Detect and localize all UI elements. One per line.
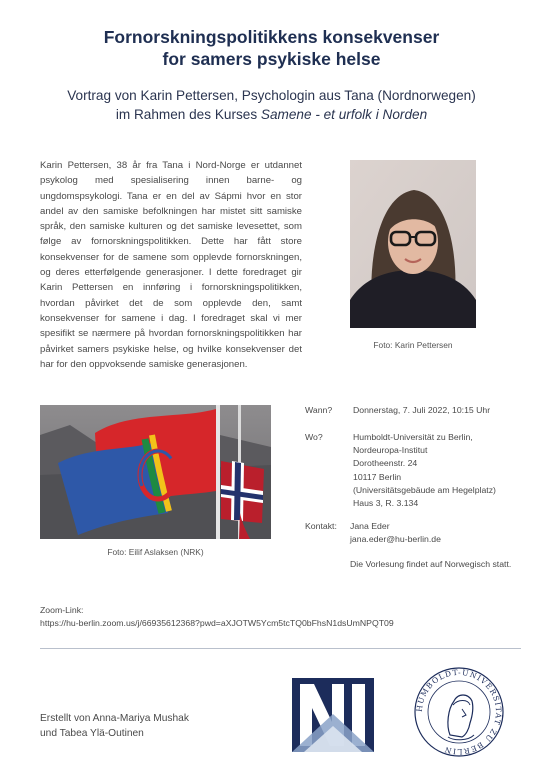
address-line: Humboldt-Universität zu Berlin, <box>353 432 473 442</box>
zoom-label: Zoom-Link: <box>40 605 84 615</box>
flag-photo <box>40 405 271 539</box>
address-line: Nordeuropa-Institut <box>353 445 428 456</box>
subtitle-line-1: Vortrag von Karin Pettersen, Psychologin aus Tana (Nordnorwegen) <box>67 88 476 103</box>
portrait-caption: Foto: Karin Pettersen <box>373 340 453 350</box>
page-title <box>0 26 543 70</box>
address-line: 10117 Berlin <box>353 471 402 482</box>
language-note: Die Vorlesung findet auf Norwegisch statt. <box>350 559 512 569</box>
contact-name: Jana Eder <box>350 521 390 531</box>
contact-details <box>350 520 441 546</box>
when-value: Donnerstag, 7. Juli 2022, 10:15 Uhr <box>353 405 491 415</box>
contact-label: Kontakt: <box>305 521 337 531</box>
subtitle-line-2 <box>0 105 543 124</box>
when-label: Wann? <box>305 405 333 415</box>
humboldt-university-seal <box>412 665 506 759</box>
contact-email-link[interactable]: jana.eder@hu-berlin.de <box>350 534 441 545</box>
seal-text: HUMBOLDT-UNIVERSITÄT ZU BERLIN <box>414 667 504 757</box>
portrait-photo <box>350 160 476 328</box>
title-line-2: for samers psykiske helse <box>162 49 381 69</box>
credit-line-1: Erstellt von Anna-Mariya Mushak <box>40 713 189 724</box>
where-label: Wo? <box>305 432 323 442</box>
course-name: Samene - et urfolk i Norden <box>260 107 428 122</box>
intro-paragraph: Karin Pettersen, 38 år fra Tana i Nord-Norge er utdannet psykolog med spesialisering innen barne- og ungdomspsykologi. Tana er en del av Sápmi hvor en stor andel av den samiske befolkningen har mistet sitt samiske språk, den samiske kulturen og det samiske levesettet, som følge av fornorskningspolitikken. Dette har fått store konsekvenser for de samene som opplevde fornorskningen, og deres etterfølgende generasjoner. I dette foredraget gir Karin Pettersen en innføring i fornorskningspolitikken, hvordan påvirket det de som opplevde den, samt konsekvenser for samene i dag. I foredraget skal vi mer spesifikt se nærmere på hvordan fornorskningspolitikken har påvirket samers psykiske helse, og hvilke konsekvenser det har for den oppvoksende samiske generasjonen. <box>40 160 302 370</box>
address-line: Dorotheenstr. 24 <box>353 458 418 469</box>
divider <box>40 648 521 649</box>
address-line: (Universitätsgebäude am Hegelplatz) <box>353 484 496 495</box>
address-line: Haus 3, R. 3.134 <box>353 498 419 509</box>
credit-line-2: und Tabea Ylä-Outinen <box>40 728 144 739</box>
ni-logo-text <box>292 678 293 679</box>
where-address <box>353 431 496 510</box>
subtitle-prefix: im Rahmen des Kurses <box>115 107 261 122</box>
credits <box>40 711 189 741</box>
nordeuropa-institut-logo <box>292 678 374 752</box>
title-line-1: Fornorskningspolitikkens konsekvenser <box>103 27 440 47</box>
flag-caption: Foto: Eilif Aslaksen (NRK) <box>107 547 204 557</box>
page-subtitle <box>0 86 543 124</box>
zoom-link[interactable]: https://hu-berlin.zoom.us/j/66935612368?pwd=aXJOTW5Ycm5tcTQ0bFhsN1dsUmNPQT09 <box>40 618 394 628</box>
